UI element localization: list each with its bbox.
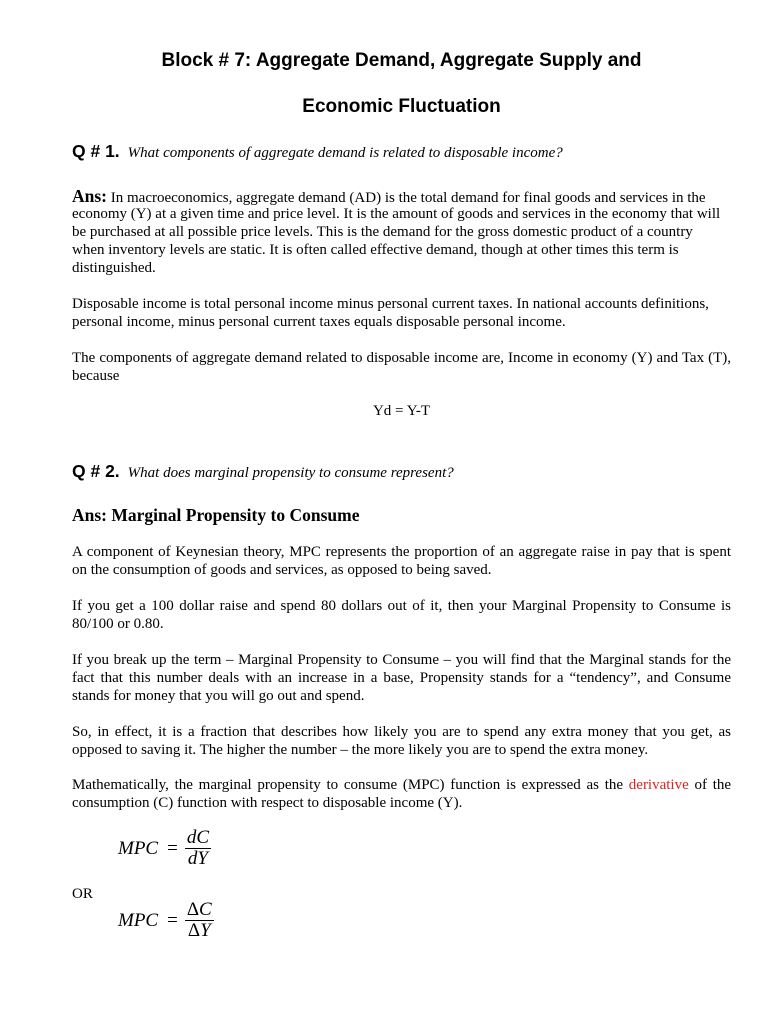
paragraph-line: personal income, minus personal current taxes equals disposable personal income.	[72, 314, 566, 330]
paragraph-line: fact that this number deals with an increase in a base, Propensity stands for a “tendency”, and Consume	[72, 670, 731, 686]
formula-numerator: dC	[186, 826, 210, 848]
delta-symbol: Δ	[187, 919, 201, 941]
paragraph-line: A component of Keynesian theory, MPC represents the proportion of an aggregate raise in pay that is spent	[72, 544, 731, 560]
question-2-text: What does marginal propensity to consume represent?	[127, 465, 454, 481]
paragraph-line: on the consumption of goods and services, as opposed to being saved.	[72, 562, 492, 578]
formula-fraction	[185, 898, 214, 941]
paragraph-line: be purchased at all possible price levels. This is the demand for the gross domestic product of a country	[72, 224, 693, 240]
answer-2-paragraph-4	[72, 723, 731, 759]
paragraph-line	[72, 187, 731, 205]
formula-equals-sign: =	[167, 837, 178, 859]
formula-denominator: dY	[185, 848, 211, 868]
paragraph-line: Disposable income is total personal income minus personal current taxes. In national accounts definitions,	[72, 296, 709, 312]
question-1	[72, 140, 731, 164]
paragraph-line: distinguished.	[72, 260, 156, 276]
paragraph-line: So, in effect, it is a fraction that describes how likely you are to spend any extra money that you get, as	[72, 724, 731, 740]
formula-lhs: MPC	[118, 909, 159, 931]
question-2-label: Q # 2.	[72, 461, 120, 481]
paragraph-line-text: In macroeconomics, aggregate demand (AD) is the total demand for final goods and services in the	[110, 190, 706, 206]
paragraph-line: stands for money that you will go out and spend.	[72, 688, 365, 704]
answer-2-paragraph-3	[72, 651, 731, 705]
answer-2-paragraph-2	[72, 597, 731, 633]
paragraph-line: 80/100 or 0.80.	[72, 616, 164, 632]
formula-variable: C	[199, 898, 212, 920]
document-title-line-1: Block # 7: Aggregate Demand, Aggregate Supply and	[161, 50, 642, 71]
formula-lhs: MPC	[118, 837, 159, 859]
paragraph-line-text: of the	[694, 777, 732, 793]
answer-2-paragraph-5	[72, 776, 731, 812]
formula-numerator	[185, 898, 214, 920]
question-1-label: Q # 1.	[72, 141, 120, 161]
answer-1-label: Ans:	[72, 186, 108, 206]
or-label: OR	[72, 886, 93, 902]
paragraph-line: The components of aggregate demand related to disposable income are, Income in economy (Y) and Tax (T),	[72, 350, 731, 366]
paragraph-line: economy (Y) at a given time and price level. It is the amount of goods and services in the economy that will	[72, 206, 721, 222]
paragraph-line: If you get a 100 dollar raise and spend 80 dollars out of it, then your Marginal Propensity to Consume is	[72, 598, 731, 614]
disposable-income-equation	[72, 402, 731, 420]
answer-1-paragraph-3	[72, 349, 731, 385]
mpc-delta-formula	[118, 900, 214, 940]
answer-1-paragraph-1	[72, 187, 731, 277]
question-2	[72, 460, 731, 484]
formula-denominator	[185, 920, 214, 940]
formula-equals-sign: =	[167, 909, 178, 931]
question-1-text: What components of aggregate demand is related to disposable income?	[127, 145, 563, 161]
paragraph-line: opposed to saving it. The higher the number – the more likely you are to spend the extra money.	[72, 742, 649, 758]
delta-symbol: Δ	[186, 898, 200, 920]
derivative-link[interactable]: derivative	[628, 777, 689, 793]
mpc-derivative-formula	[118, 828, 211, 868]
document-title-line-2: Economic Fluctuation	[302, 96, 501, 117]
paragraph-line: If you break up the term – Marginal Propensity to Consume – you will find that the Marginal stands for the	[72, 652, 731, 668]
answer-2-heading: Ans: Marginal Propensity to Consume	[72, 505, 360, 525]
paragraph-line	[72, 776, 731, 794]
answer-1-paragraph-2	[72, 295, 731, 331]
formula-variable: Y	[200, 919, 211, 941]
formula-fraction	[185, 826, 211, 869]
equation-text: Yd = Y-T	[372, 403, 431, 419]
paragraph-line-text: Mathematically, the marginal propensity to consume (MPC) function is expressed as the	[72, 777, 624, 793]
answer-2-paragraph-1	[72, 543, 731, 579]
paragraph-line: consumption (C) function with respect to disposable income (Y).	[72, 795, 463, 811]
paragraph-line: because	[72, 368, 120, 384]
paragraph-line: when inventory levels are static. It is often called effective demand, though at other times this term is	[72, 242, 679, 258]
